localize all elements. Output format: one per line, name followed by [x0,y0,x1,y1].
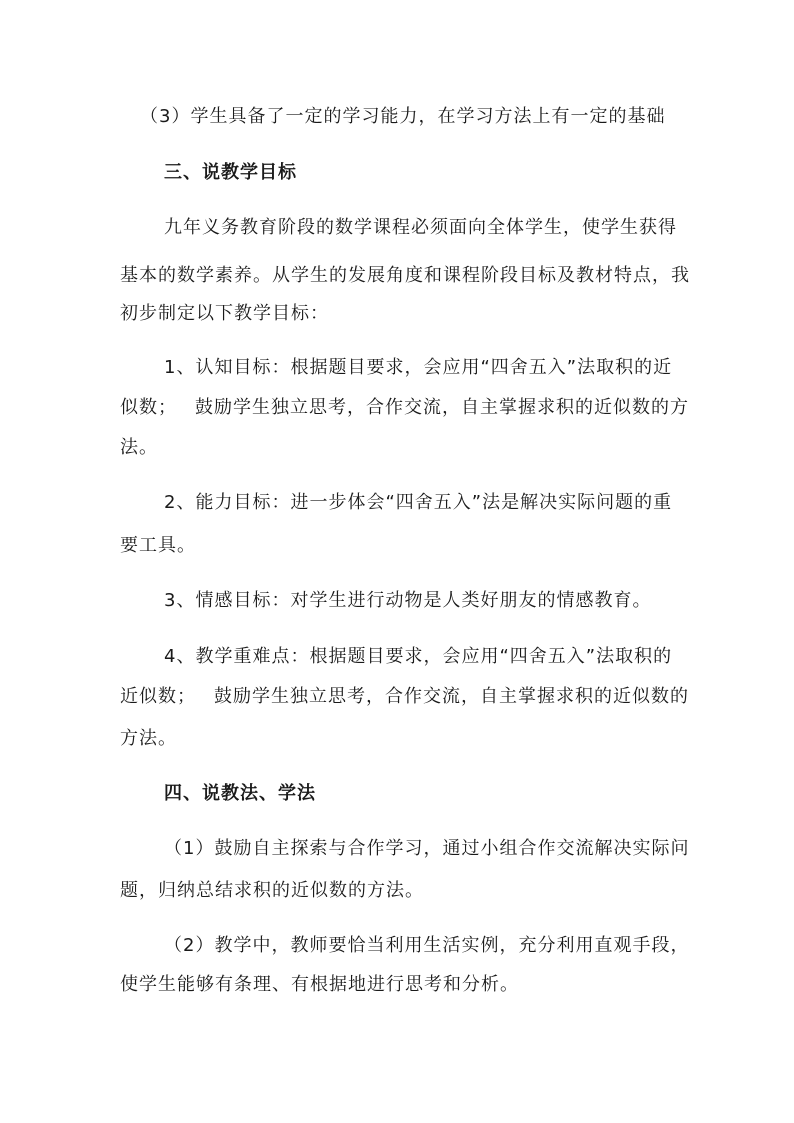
line-segment: 近似数； [120,686,196,707]
paragraph-line: 九年义务教育阶段的数学课程必须面向全体学生，使学生获得 [164,217,677,238]
paragraph-line: （1）鼓励自主探索与合作学习，通过小组合作交流解决实际问 [164,838,690,859]
paragraph-line: 方法。 [120,728,177,749]
paragraph-line: 初步制定以下教学目标： [120,303,329,324]
paragraph-line: 3、情感目标：对学生进行动物是人类好朋友的情感教育。 [164,590,652,611]
line-segment: 鼓励学生独立思考，合作交流，自主掌握求积的近似数的方 [195,397,689,418]
paragraph-line: 2、能力目标：进一步体会“四舍五入”法是解决实际问题的重 [164,492,673,513]
paragraph-line: 1、认知目标：根据题目要求，会应用“四舍五入”法取积的近 [164,357,673,378]
section-heading: 三、说教学目标 [164,162,297,183]
line-segment: 似数； [120,397,177,418]
paragraph-line: 要工具。 [120,535,196,556]
paragraph-line: 4、教学重难点：根据题目要求，会应用“四舍五入”法取积的 [164,646,673,667]
paragraph-line: （2）教学中，教师要恰当利用生活实例，充分利用直观手段， [164,935,690,956]
paragraph-line [120,686,689,708]
paragraph-line: （3）学生具备了一定的学习能力，在学习方法上有一定的基础 [140,106,666,127]
paragraph-line: 基本的数学素养。从学生的发展角度和课程阶段目标及教材特点，我 [120,265,690,286]
section-heading: 四、说教法、学法 [164,783,316,804]
paragraph-line [120,397,689,419]
paragraph-line: 法。 [120,437,158,458]
paragraph-line: 使学生能够有条理、有根据地进行思考和分析。 [120,974,519,995]
line-segment: 鼓励学生独立思考，合作交流，自主掌握求积的近似数的 [214,686,689,707]
paragraph-line: 题，归纳总结求积的近似数的方法。 [120,880,424,901]
